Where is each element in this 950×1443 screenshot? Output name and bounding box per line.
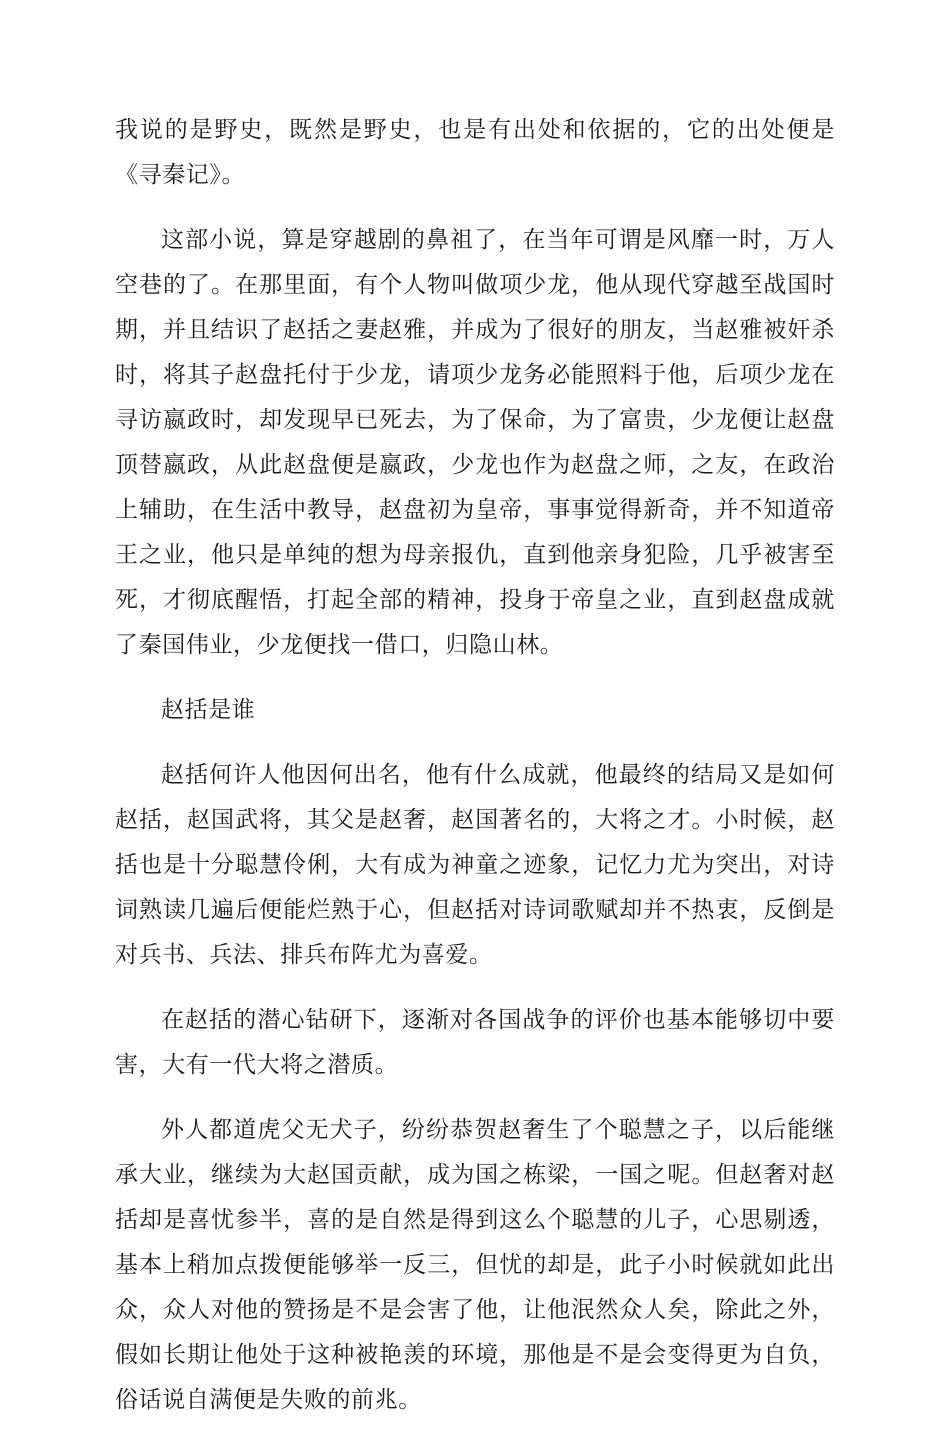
paragraph-zhao-kuo-intro: 赵括何许人他因何出名，他有什么成就，他最终的结局又是如何赵括，赵国武将，其父是赵奢，赵国著名的，大将之才。小时候，赵括也是十分聪慧伶俐，大有成为神童之迹象，记忆力尤为突出，对诗词熟读几遍后便能烂熟于心，但赵括对诗词歌赋却并不热衷，反倒是对兵书、兵法、排兵布阵尤为喜爱。 — [115, 762, 835, 968]
document-body — [115, 108, 835, 1443]
paragraph-novel-summary: 这部小说，算是穿越剧的鼻祖了，在当年可谓是风靡一时，万人空巷的了。在那里面，有个人物叫做项少龙，他从现代穿越至战国时期，并且结识了赵括之妻赵雅，并成为了很好的朋友，当赵雅被奸杀时，将其子赵盘托付于少龙，请项少龙务必能照料于他，后项少龙在寻访嬴政时，却发现早已死去，为了保命，为了富贵，少龙便让赵盘顶替嬴政，从此赵盘便是嬴政，少龙也作为赵盘之师，之友，在政治上辅助，在生活中教导，赵盘初为皇帝，事事觉得新奇，并不知道帝王之业，他只是单纯的想为母亲报仇，直到他亲身犯险，几乎被害至死，才彻底醒悟，打起全部的精神，投身于帝皇之业，直到赵盘成就了秦国伟业，少龙便找一借口，归隐山林。 — [115, 227, 835, 658]
section-heading: 赵括是谁 — [161, 697, 256, 723]
paragraph-father-worry: 外人都道虎父无犬子，纷纷恭贺赵奢生了个聪慧之子，以后能继承大业，继续为大赵国贡献，成为国之栋梁，一国之呢。但赵奢对赵括却是喜忧参半，喜的是自然是得到这么个聪慧的儿子，心思剔透，基本上稍加点拨便能够举一反三，但忧的却是，此子小时候就如此出众，众人对他的赞扬是不是会害了他，让他泯然众人矣，除此之外，假如长期让他处于这种被艳羡的环境，那他是不是会变得更为自负，俗话说自满便是失败的前兆。 — [115, 1117, 835, 1413]
paragraph-study: 在赵括的潜心钻研下，逐渐对各国战争的评价也基本能够切中要害，大有一代大将之潜质。 — [115, 1007, 835, 1078]
paragraph-intro: 我说的是野史，既然是野史，也是有出处和依据的，它的出处便是《寻秦记》。 — [115, 117, 835, 188]
